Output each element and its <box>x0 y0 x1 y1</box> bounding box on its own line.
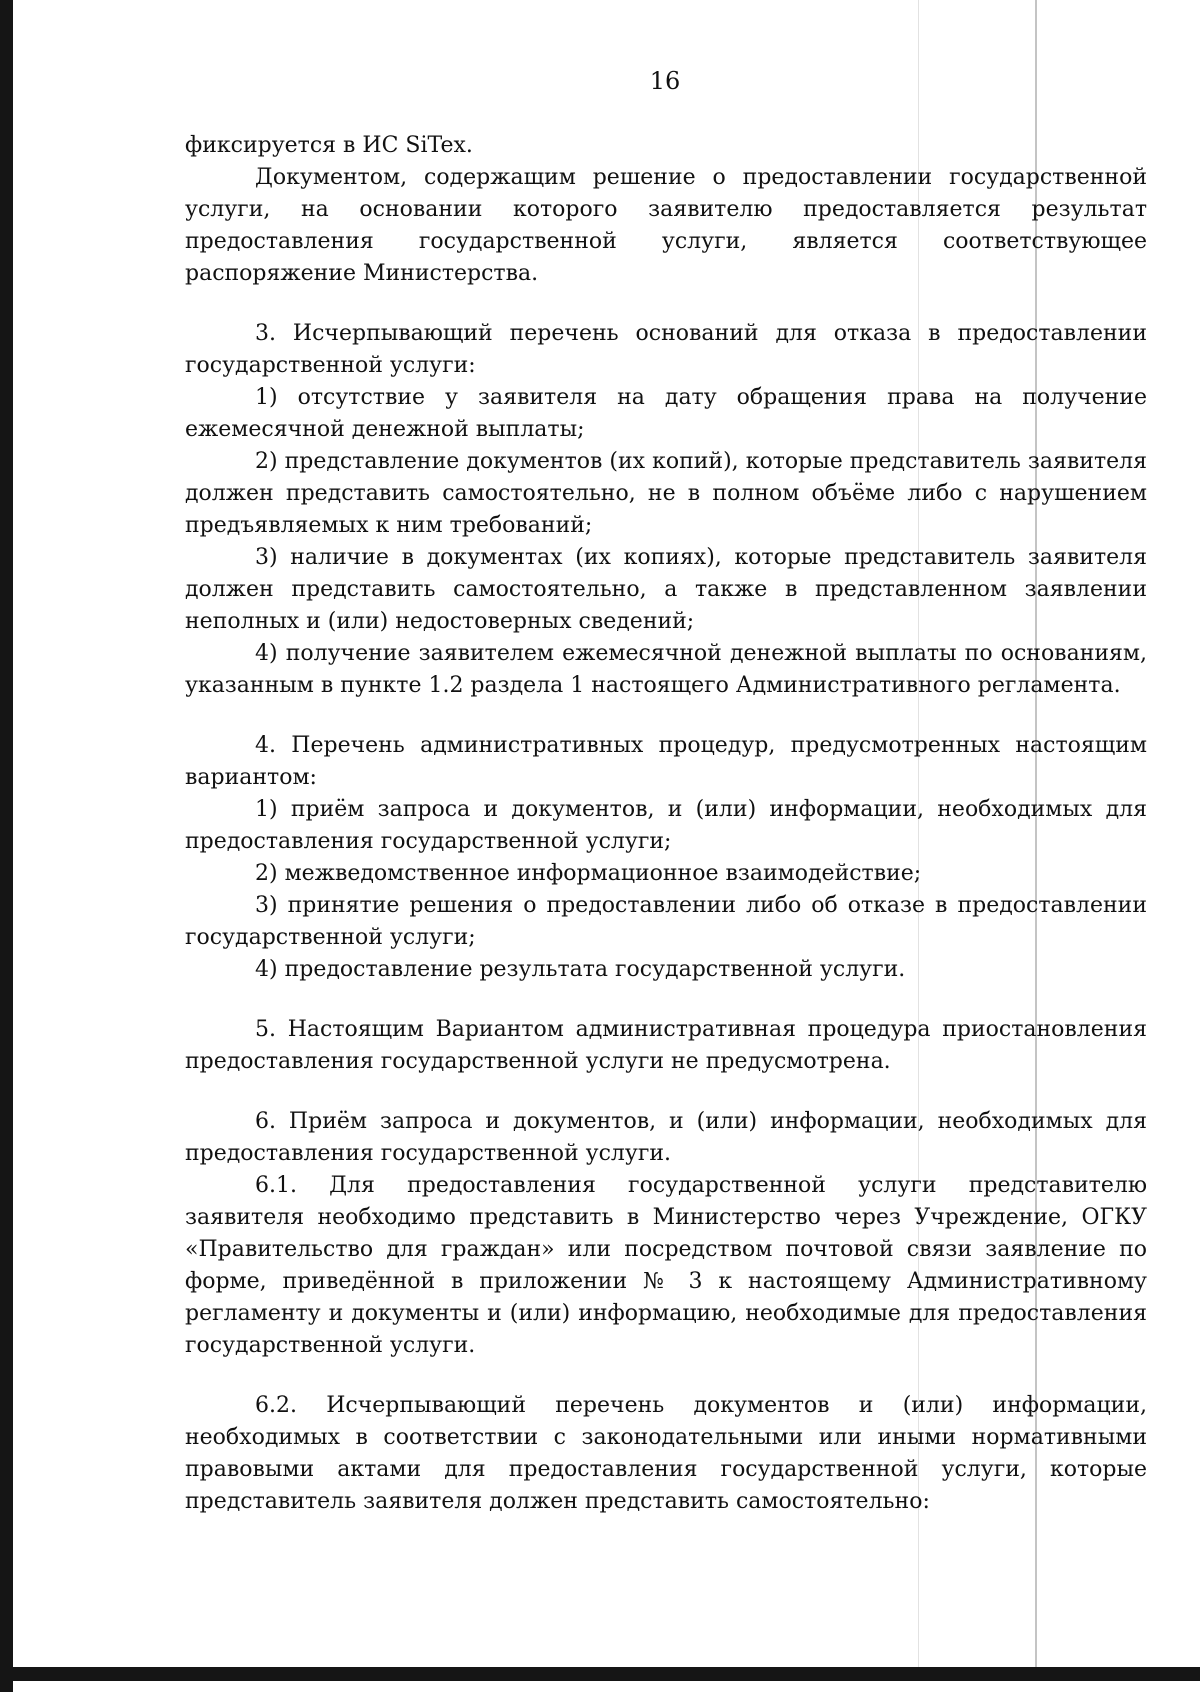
scan-border-bottom <box>0 1667 1200 1681</box>
section-6-1-paragraph: 6.1. Для предоставления государственной услуги представителю заявителя необходимо представить в Министерство через Учреждение, ОГКУ «Правительство для граждан» или посредством почтовой связи заявление по форме, приведённой в приложении № 3 к настоящему Административному регламенту и документы и (или) информацию, необходимые для предоставления государственной услуги. <box>185 1173 1147 1358</box>
section-6-heading: 6. Приём запроса и документов, и (или) информации, необходимых для предоставления государственной услуги. <box>185 1109 1147 1166</box>
refusal-reason-1: 1) отсутствие у заявителя на дату обращения права на получение ежемесячной денежной выплаты; <box>185 385 1147 442</box>
section-3-heading: 3. Исчерпывающий перечень оснований для отказа в предоставлении государственной услуги: <box>185 321 1147 378</box>
section-4-heading: 4. Перечень административных процедур, предусмотренных настоящим вариантом: <box>185 733 1147 790</box>
document-body <box>185 130 1147 1518</box>
procedure-item-4: 4) предоставление результата государственной услуги. <box>255 957 906 982</box>
page-number: 16 <box>649 67 681 95</box>
paragraph-continuation: фиксируется в ИС SiTex. <box>185 133 473 158</box>
refusal-reason-4: 4) получение заявителем ежемесячной денежной выплаты по основаниям, указанным в пункте 1.2 раздела 1 настоящего Административного регламента. <box>185 641 1147 698</box>
section-6-2-paragraph: 6.2. Исчерпывающий перечень документов и (или) информации, необходимых в соответствии с законодательными или иными нормативными правовыми актами для предоставления государственной услуги, которые представитель заявителя должен представить самостоятельно: <box>185 1393 1147 1514</box>
scan-border-left <box>0 0 13 1692</box>
procedure-item-1: 1) приём запроса и документов, и (или) информации, необходимых для предоставления государственной услуги; <box>185 797 1147 854</box>
refusal-reason-2: 2) представление документов (их копий), которые представитель заявителя должен представить самостоятельно, не в полном объёме либо с нарушением предъявляемых к ним требований; <box>185 449 1147 538</box>
procedure-item-3: 3) принятие решения о предоставлении либо об отказе в предоставлении государственной услуги; <box>185 893 1147 950</box>
refusal-reason-3: 3) наличие в документах (их копиях), которые представитель заявителя должен представить самостоятельно, а также в представленном заявлении неполных и (или) недостоверных сведений; <box>185 545 1147 634</box>
paragraph-result-document: Документом, содержащим решение о предоставлении государственной услуги, на основании которого заявителю предоставляется результат предоставления государственной услуги, является соответствующее распоряжение Министерства. <box>185 165 1147 286</box>
section-5-paragraph: 5. Настоящим Вариантом административная процедура приостановления предоставления государственной услуги не предусмотрена. <box>185 1017 1147 1074</box>
procedure-item-2: 2) межведомственное информационное взаимодействие; <box>255 861 922 886</box>
